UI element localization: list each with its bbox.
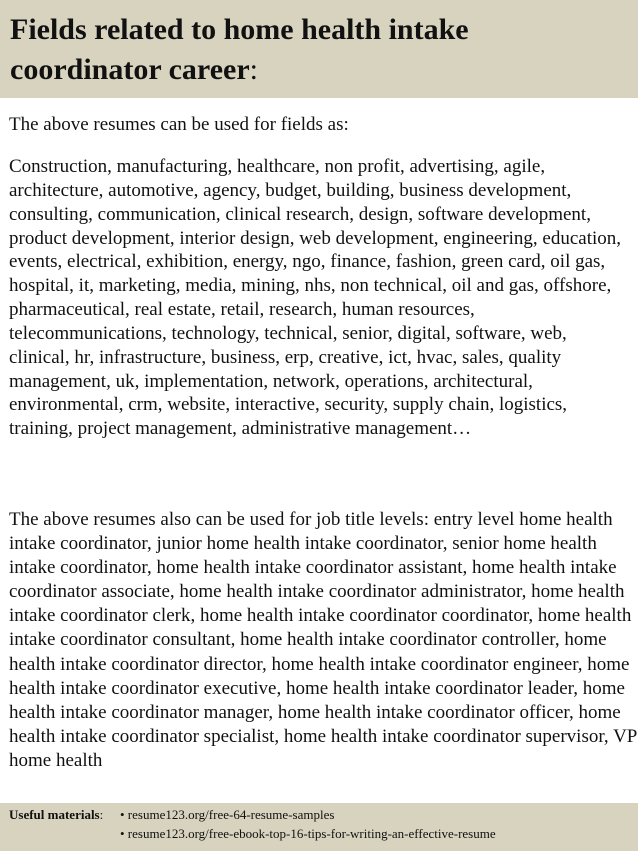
intro-text: The above resumes can be used for fields as: bbox=[9, 114, 349, 135]
footer-row-1 bbox=[9, 805, 638, 824]
page-title-text: Fields related to home health intake coordinator career bbox=[10, 13, 469, 86]
fields-paragraph: Construction, manufacturing, healthcare, non profit, advertising, agile, architecture, automotive, agency, budget, building, business development, consulting, communication, clinical research, design, software development, product development, interior design, web development, engineering, education, events, electrical, exhibition, energy, ngo, finance, fashion, green card, oil gas, hospital, it, marketing, media, mining, nhs, non technical, oil and gas, offshore, pharmaceutical, real estate, retail, research, human resources, telecommunications, technology, technical, senior, digital, software, web, clinical, hr, infrastructure, business, erp, creative, ict, hvac, sales, quality management, uk, implementation, network, operations, architectural, environmental, crm, website, interactive, security, supply chain, logistics, training, project management, administrative management… bbox=[9, 156, 622, 440]
useful-materials-footer bbox=[0, 803, 638, 851]
footer-row-2 bbox=[9, 824, 638, 843]
page-title bbox=[10, 10, 610, 90]
footer-indent bbox=[9, 824, 120, 843]
useful-materials-label-text: Useful materials bbox=[9, 807, 100, 822]
useful-materials-separator: : bbox=[99, 807, 104, 822]
footer-link-1[interactable]: • resume123.org/free-64-resume-samples bbox=[120, 807, 335, 822]
useful-materials-label bbox=[9, 805, 120, 824]
footer-link-2[interactable]: • resume123.org/free-ebook-top-16-tips-for-writing-an-effective-resume bbox=[120, 826, 496, 841]
job-levels-paragraph: The above resumes also can be used for job title levels: entry level home health intake coordinator, junior home health intake coordinator, senior home health intake coordinator, home health intake coordinator assistant, home health intake coordinator associate, home health intake coordinator administrator, home health intake coordinator clerk, home health intake coordinator coordinator, home health intake coordinator consultant, home health intake coordinator controller, home health intake coordinator director, home health intake coordinator engineer, home health intake coordinator executive, home health intake coordinator leader, home health intake coordinator manager, home health intake coordinator officer, home health intake coordinator specialist, home health intake coordinator supervisor, VP home health bbox=[9, 509, 637, 771]
page-title-colon: : bbox=[249, 53, 258, 86]
title-band bbox=[0, 0, 638, 98]
